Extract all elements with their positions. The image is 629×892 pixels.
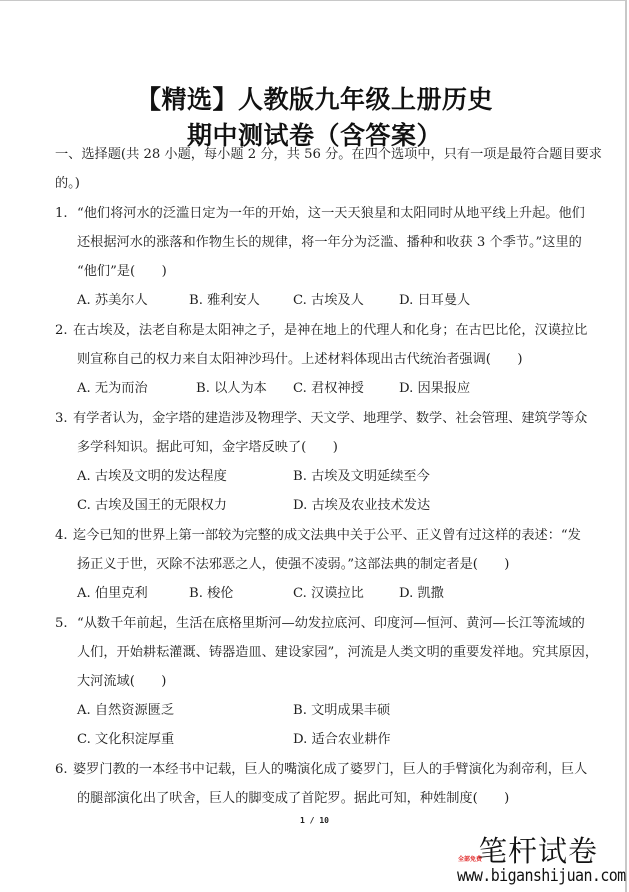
- option-d: D. 因果报应: [399, 381, 471, 396]
- watermark-brand: 笔杆试卷: [478, 834, 599, 868]
- option-d: D. 适合农业耕作: [293, 732, 391, 747]
- page-number: 1 / 10: [300, 816, 329, 825]
- option-c: C. 古埃及国王的无限权力: [77, 498, 227, 513]
- watermark-logo: [456, 832, 626, 890]
- option-a: A. 无为而治: [77, 381, 148, 396]
- question-number: 1.: [55, 206, 68, 221]
- section-header-line2: 的。): [55, 176, 80, 191]
- question-text-line: 婆罗门教的一本经书中记载，巨人的嘴演化成了婆罗门，巨人的手臂演化为刹帝利，巨人: [73, 762, 588, 777]
- option-c: C. 古埃及人: [293, 293, 364, 308]
- question-text-line: 还根据河水的涨落和作物生长的规律，将一年分为泛滥、播种和收获 3 个季节。”这里的: [77, 235, 582, 250]
- question-text-line: “他们”是( ): [77, 264, 167, 279]
- question-text-line: 的腿部演化出了吠舍，巨人的脚变成了首陀罗。据此可知，种姓制度( ): [77, 791, 510, 806]
- watermark-url: www.biganshijuan.com: [457, 865, 626, 886]
- watermark-tag: 全部免费: [458, 856, 483, 863]
- question-text-line: 大河流域( ): [77, 674, 167, 689]
- question-text-line: 人们，开始耕耘灌溉、铸器造皿、建设家园”，河流是人类文明的重要发祥地。究其原因，: [77, 645, 599, 660]
- option-c: C. 君权神授: [293, 381, 364, 396]
- option-a: A. 伯里克利: [77, 586, 148, 601]
- question-number: 3.: [55, 411, 68, 426]
- option-a: A. 古埃及文明的发达程度: [77, 469, 227, 484]
- option-b: B. 以人为本: [196, 381, 267, 396]
- option-b: B. 雅利安人: [189, 293, 260, 308]
- question-text-line: 有学者认为，金字塔的建造涉及物理学、天文学、地理学、数学、社会管理、建筑学等众: [73, 411, 588, 426]
- question-text-line: “从数千年前起，生活在底格里斯河—幼发拉底河、印度河—恒河、黄河—长江等流域的: [77, 616, 585, 631]
- document-title-line1: 【精选】人教版九年级上册历史: [135, 85, 493, 114]
- question-text-line: 多学科知识。据此可知，金字塔反映了( ): [77, 440, 338, 455]
- option-b: B. 古埃及文明延续至今: [293, 469, 430, 484]
- question-text-line: “他们将河水的泛滥日定为一年的开始，这一天天狼星和太阳同时从地平线上升起。他们: [77, 206, 585, 221]
- option-b: B. 梭伦: [189, 586, 234, 601]
- question-number: 5.: [55, 616, 68, 631]
- question-text-line: 在古埃及，法老自称是太阳神之子，是神在地上的代理人和化身；在古巴比伦，汉谟拉比: [73, 323, 588, 338]
- question-number: 4.: [55, 528, 68, 543]
- document-title-line2: 期中测试卷（含答案）: [186, 121, 442, 150]
- option-b: B. 文明成果丰硕: [293, 703, 391, 718]
- option-a: A. 苏美尔人: [77, 293, 148, 308]
- question-text-line: 迄今已知的世界上第一部较为完整的成文法典中关于公平、正义曾有过这样的表述：“发: [73, 528, 581, 543]
- question-text-line: 则宣称自己的权力来自太阳神沙玛什。上述材料体现出古代统治者强调( ): [77, 352, 523, 367]
- question-number: 2.: [55, 323, 68, 338]
- option-c: C. 汉谟拉比: [293, 586, 364, 601]
- option-a: A. 自然资源匮乏: [77, 703, 175, 718]
- option-d: D. 古埃及农业技术发达: [293, 498, 431, 513]
- question-number: 6.: [55, 762, 68, 777]
- question-text-line: 扬正义于世，灭除不法邪恶之人，使强不凌弱。”这部法典的制定者是( ): [77, 557, 510, 572]
- option-c: C. 文化积淀厚重: [77, 732, 175, 747]
- section-header-line1: 一、选择题(共 28 小题，每小题 2 分，共 56 分。在四个选项中，只有一项是最符合题目要求: [55, 147, 602, 162]
- option-d: D. 日耳曼人: [399, 293, 471, 308]
- option-d: D. 凯撒: [399, 586, 444, 601]
